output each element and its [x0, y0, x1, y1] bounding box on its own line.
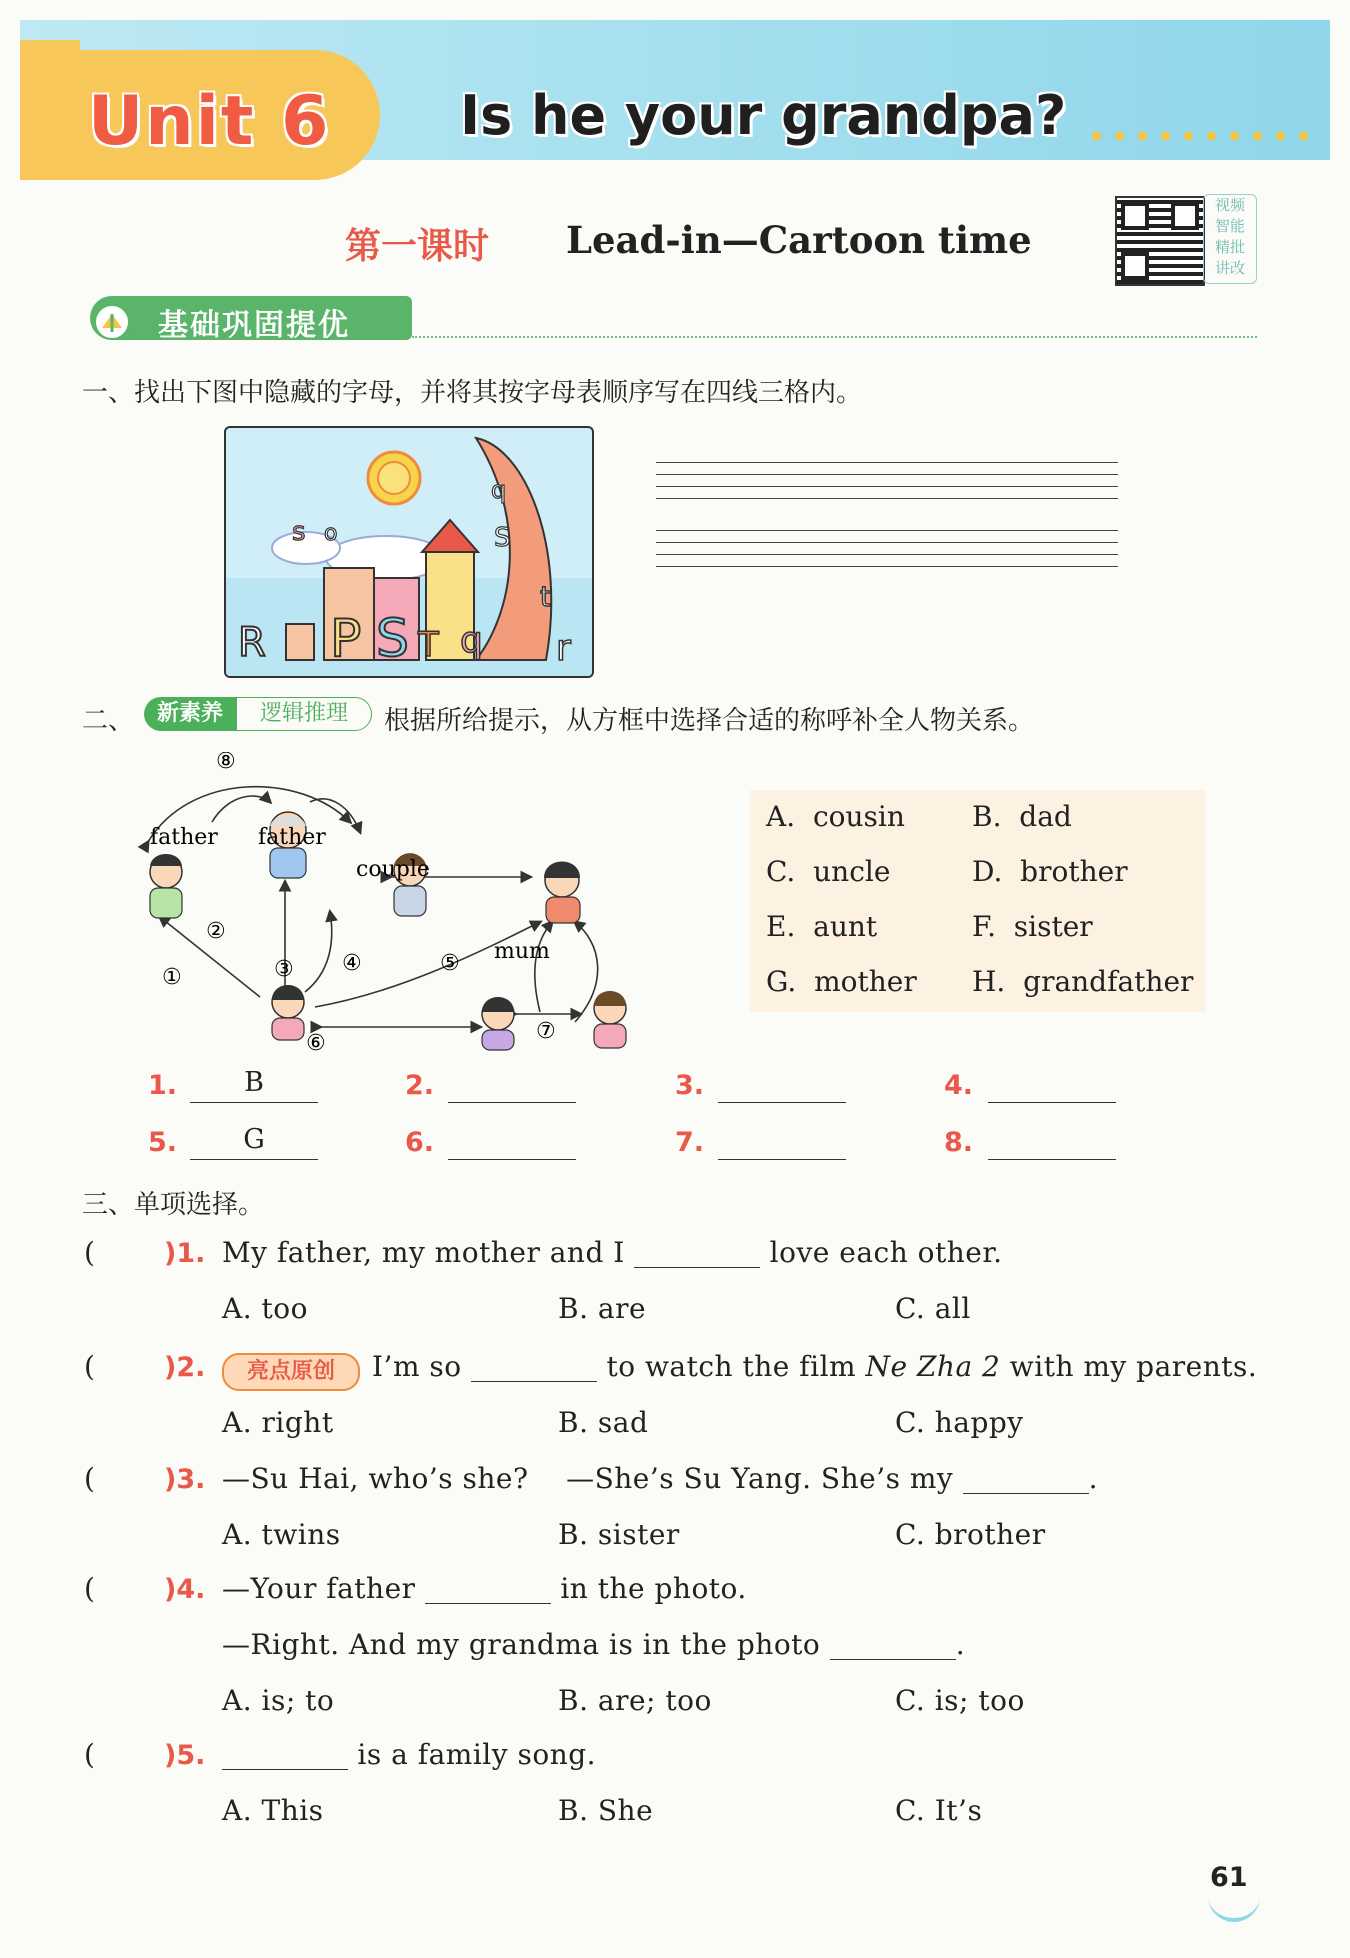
decorative-dots — [1085, 128, 1315, 144]
answer-paren[interactable]: ( — [84, 1236, 95, 1269]
option-d: D. brother — [972, 855, 1128, 888]
choice-b[interactable]: B. are; too — [558, 1684, 712, 1717]
choice-b[interactable]: B. She — [558, 1794, 654, 1827]
label-num-7: ⑦ — [536, 1019, 556, 1044]
choice-c[interactable]: C. It’s — [895, 1794, 983, 1827]
answer-number: 3. — [675, 1070, 705, 1101]
choice-c[interactable]: C. is; too — [895, 1684, 1025, 1717]
choice-b[interactable]: B. sad — [558, 1406, 649, 1439]
writing-lines[interactable] — [656, 462, 1118, 498]
question-number: )1. — [164, 1238, 206, 1269]
answer-paren[interactable]: ( — [84, 1572, 95, 1605]
answer-blank[interactable] — [988, 1064, 1116, 1103]
question-text: —Your father in the photo. — [222, 1572, 747, 1605]
answer-paren[interactable]: ( — [84, 1462, 95, 1495]
question-text-line2: —Right. And my grandma is in the photo . — [222, 1628, 966, 1661]
hidden-letter: t — [540, 580, 551, 613]
choice-b[interactable]: B. sister — [558, 1518, 680, 1551]
option-h: H. grandfather — [972, 965, 1194, 998]
four-line-grid[interactable] — [656, 462, 1118, 598]
tag-original: 亮点原创 — [222, 1353, 360, 1391]
choice-a[interactable]: A. too — [222, 1292, 308, 1325]
section-heading-label: 基础巩固提优 — [158, 308, 350, 343]
label-father-left: father — [150, 825, 218, 850]
label-num-2: ② — [206, 919, 226, 944]
question-number: )5. — [164, 1740, 206, 1771]
label-num-1: ① — [162, 965, 182, 990]
question-text: I’m so to watch the film Ne Zha 2 with my parents. — [372, 1350, 1258, 1383]
qr-side-text: 精批 — [1214, 238, 1245, 256]
qr-side-text: 视频 — [1214, 196, 1245, 214]
q2-heading: 根据所给提示，从方框中选择合适的称呼补全人物关系。 — [384, 706, 1035, 736]
hidden-letter: S — [376, 609, 410, 669]
father-figure — [150, 854, 182, 918]
hidden-letter: q — [491, 476, 507, 504]
answer-number: 2. — [405, 1070, 435, 1101]
answer-blank[interactable] — [634, 1241, 760, 1268]
lesson-title: Lead-in—Cartoon time — [566, 218, 1032, 262]
girl-figure — [272, 985, 304, 1040]
option-b: B. dad — [972, 800, 1072, 833]
question-number: )3. — [164, 1464, 206, 1495]
question-text: is a family song. — [222, 1738, 596, 1771]
q3-heading: 三、单项选择。 — [82, 1190, 265, 1220]
answer-paren[interactable]: ( — [84, 1738, 95, 1771]
answer-number: 1. — [148, 1070, 178, 1101]
qr-code-icon[interactable] — [1115, 196, 1205, 286]
label-num-8: ⑧ — [216, 752, 236, 774]
hidden-letter: r — [556, 628, 571, 669]
option-a: A. cousin — [766, 800, 905, 833]
hidden-letter: q — [460, 620, 483, 661]
choice-c[interactable]: C. brother — [895, 1518, 1046, 1551]
choice-a[interactable]: A. twins — [222, 1518, 341, 1551]
answer-blank[interactable] — [471, 1355, 597, 1382]
question-text: —Su Hai, who’s she? —She’s Su Yang. She’s my . — [222, 1462, 1099, 1495]
hidden-letter: s — [292, 517, 306, 547]
aunt-figure — [544, 862, 580, 924]
answer-blank[interactable]: G — [190, 1121, 318, 1160]
unit-tab-accent — [20, 40, 80, 50]
unit-title: Is he your grandpa? — [460, 84, 1067, 147]
hidden-letters-picture — [224, 426, 594, 678]
cousin-figure — [482, 997, 514, 1050]
hidden-letter: R — [238, 620, 266, 666]
answer-blank[interactable] — [425, 1577, 551, 1604]
hidden-letter: P — [330, 609, 362, 669]
answer-number: 8. — [944, 1127, 974, 1158]
answer-blank[interactable] — [830, 1633, 956, 1660]
choice-c[interactable]: C. happy — [895, 1406, 1024, 1439]
option-e: E. aunt — [766, 910, 878, 943]
choice-b[interactable]: B. are — [558, 1292, 647, 1325]
tag-logic-reasoning: 逻辑推理 — [236, 697, 372, 731]
unit-label: Unit 6 — [88, 82, 331, 161]
answer-paren[interactable]: ( — [84, 1350, 95, 1383]
answer-blank[interactable]: B — [190, 1064, 318, 1103]
question-text: My father, my mother and I love each other. — [222, 1236, 1003, 1269]
answer-blank[interactable] — [718, 1064, 846, 1103]
question-number: )2. — [164, 1352, 206, 1383]
qr-service-label — [1203, 194, 1257, 284]
q1-heading: 一、找出下图中隐藏的字母，并将其按字母表顺序写在四线三格内。 — [82, 378, 863, 408]
hidden-letter: o — [324, 521, 338, 546]
label-num-4: ④ — [342, 951, 362, 976]
label-father-right: father — [258, 825, 326, 850]
lesson-number: 第一课时 — [345, 225, 490, 267]
option-c: C. uncle — [766, 855, 891, 888]
label-num-6: ⑥ — [306, 1031, 326, 1052]
options-box — [750, 790, 1205, 1012]
q2-prefix: 二、 — [82, 706, 135, 736]
option-f: F. sister — [972, 910, 1093, 943]
choice-c[interactable]: C. all — [895, 1292, 971, 1325]
question-number: )4. — [164, 1574, 206, 1605]
answer-blank[interactable] — [963, 1467, 1089, 1494]
answer-number: 5. — [148, 1127, 178, 1158]
family-diagram — [120, 752, 700, 1052]
answer-blank[interactable] — [448, 1064, 576, 1103]
option-g: G. mother — [766, 965, 917, 998]
answer-number: 6. — [405, 1127, 435, 1158]
choice-a[interactable]: A. right — [222, 1406, 334, 1439]
answer-number: 4. — [944, 1070, 974, 1101]
qr-side-text: 讲改 — [1214, 259, 1245, 277]
label-mum: mum — [494, 939, 550, 964]
answer-number: 7. — [675, 1127, 705, 1158]
plant-icon — [88, 300, 136, 340]
tag-new-competency: 新素养 — [144, 697, 236, 731]
answer-blank[interactable] — [988, 1121, 1116, 1160]
writing-lines[interactable] — [656, 530, 1118, 566]
label-num-5: ⑤ — [440, 951, 460, 976]
hidden-letter: T — [418, 625, 439, 665]
qr-side-text: 智能 — [1214, 217, 1245, 235]
hidden-letter: S — [494, 523, 511, 553]
label-num-3: ③ — [274, 957, 294, 982]
choice-a[interactable]: A. This — [222, 1794, 324, 1827]
label-couple: couple — [356, 857, 430, 882]
sister-figure — [594, 991, 626, 1048]
answer-blank[interactable] — [222, 1743, 348, 1770]
choice-a[interactable]: A. is; to — [222, 1684, 335, 1717]
answer-blank[interactable] — [718, 1121, 846, 1160]
answer-blank[interactable] — [448, 1121, 576, 1160]
section-divider — [412, 336, 1257, 338]
page-number: 61 — [1210, 1862, 1248, 1893]
